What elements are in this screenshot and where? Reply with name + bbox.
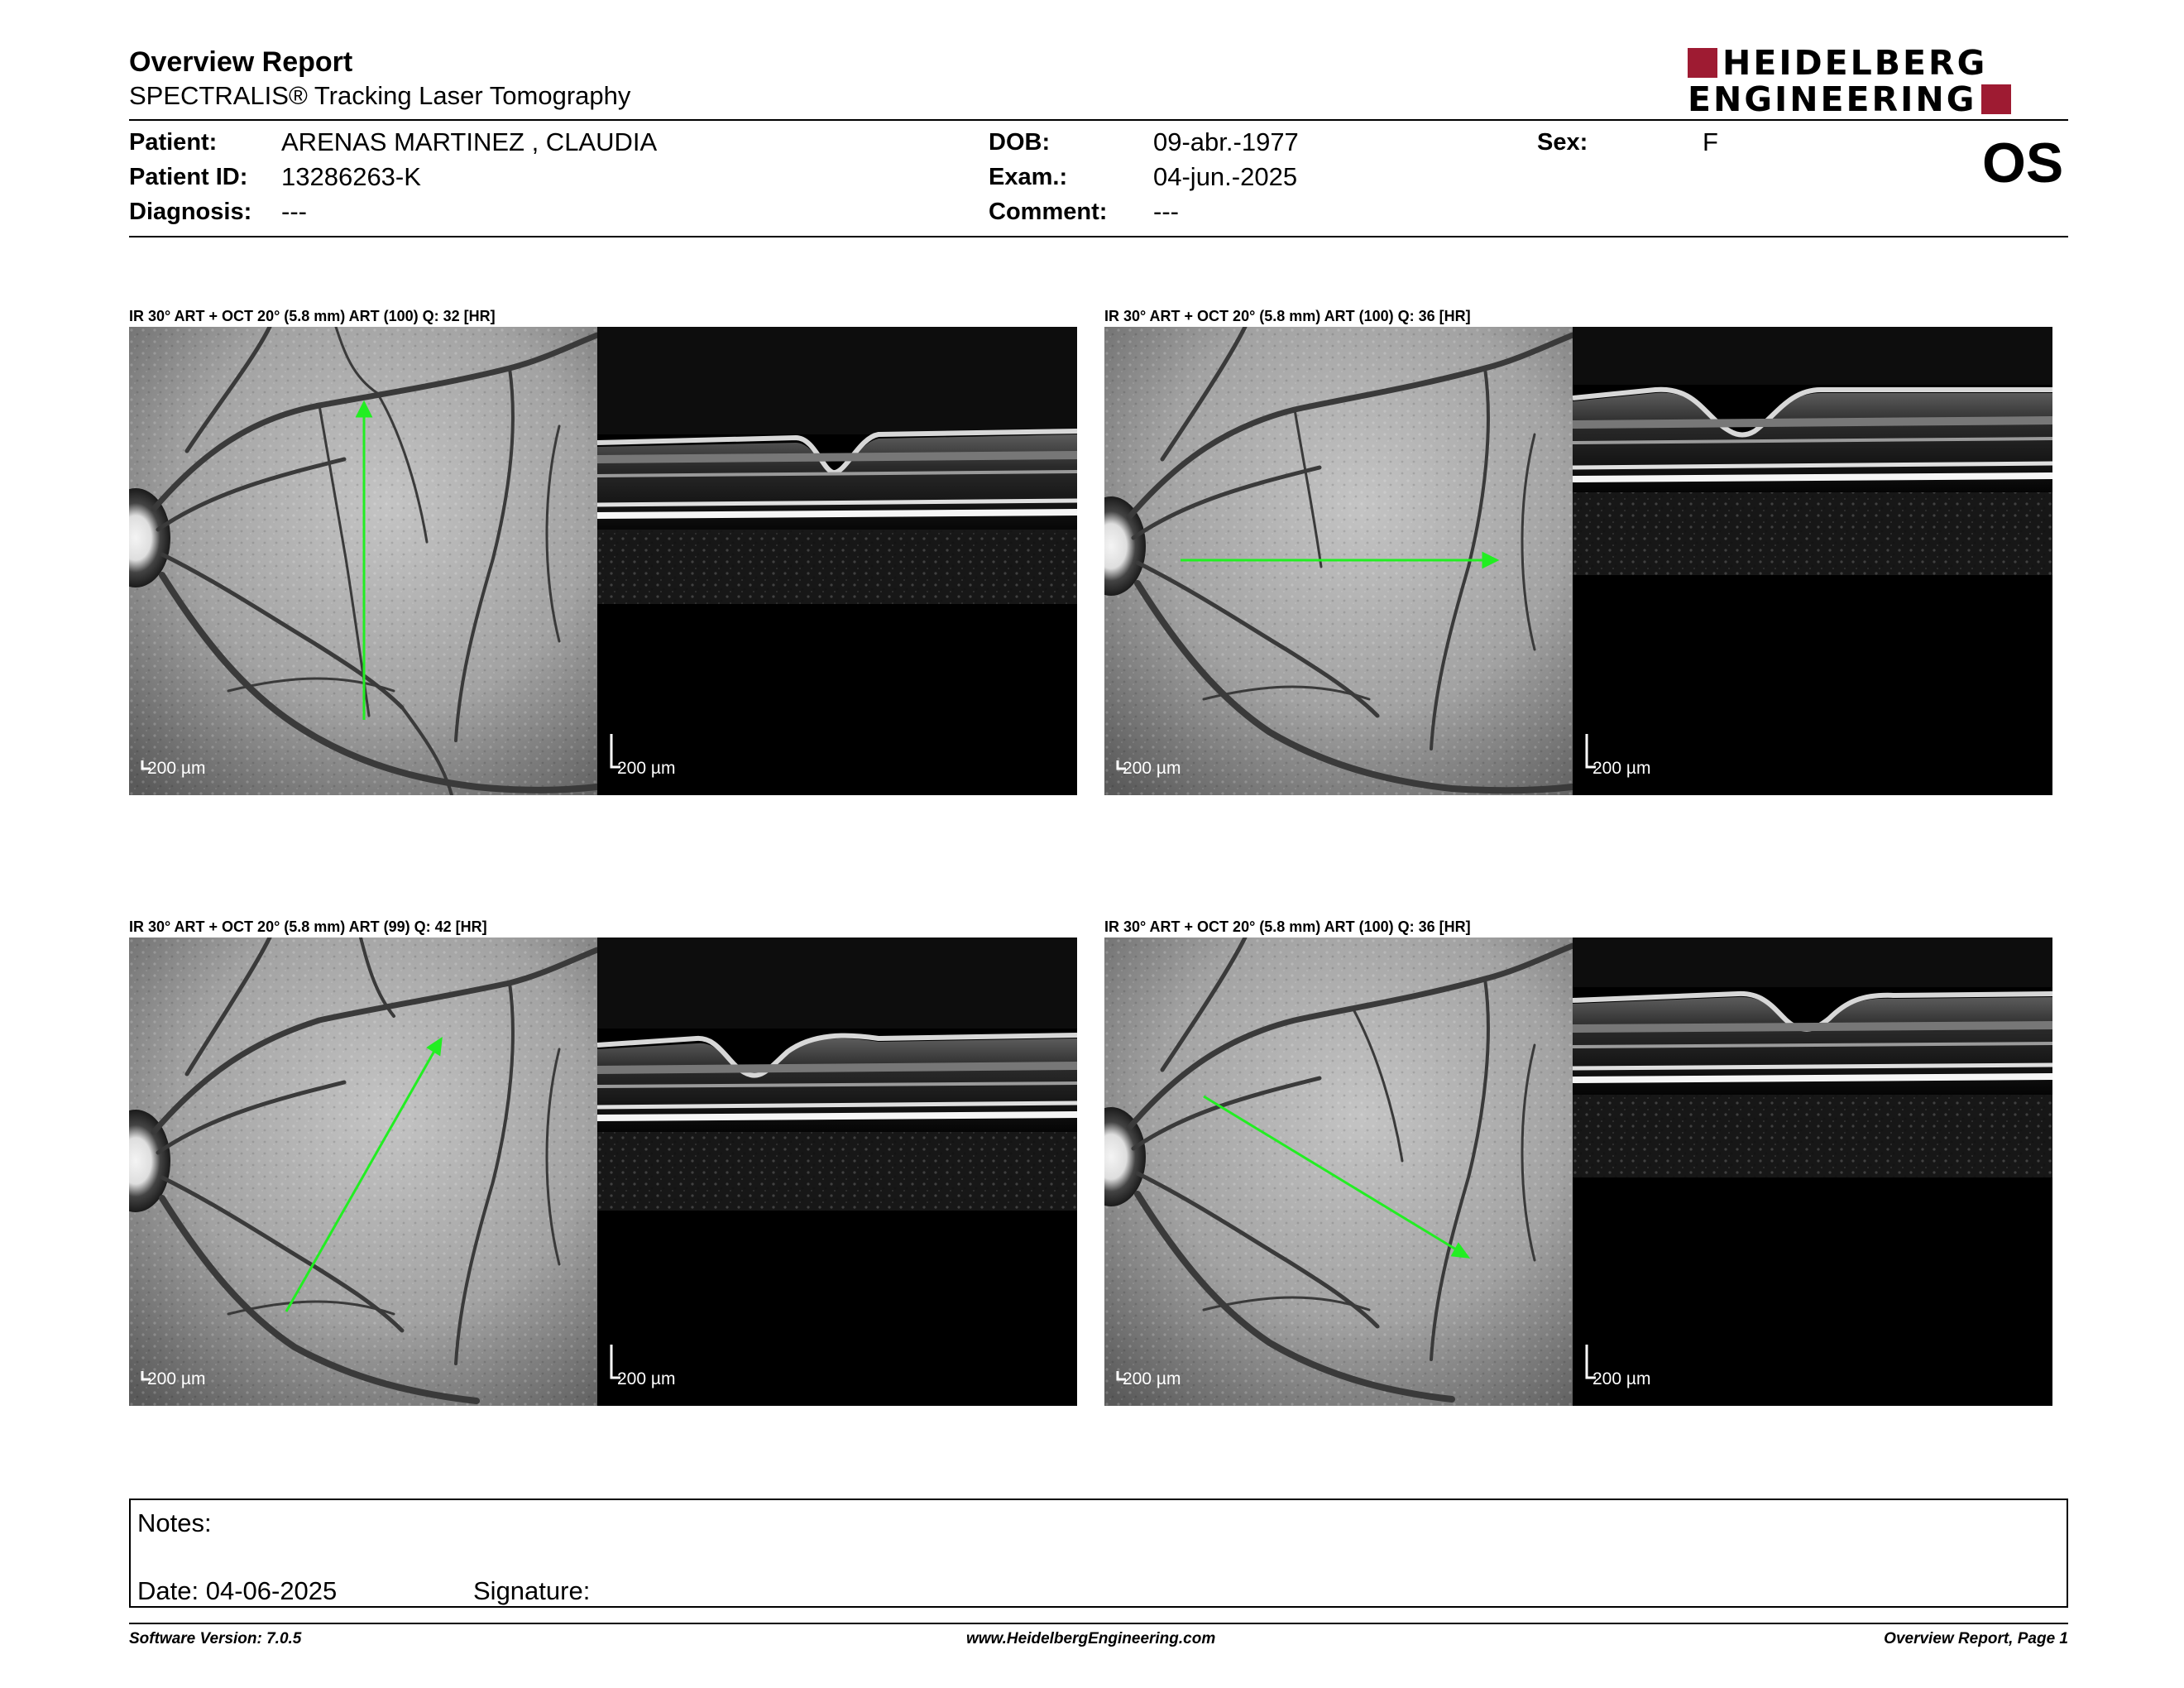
ir-scale-label: 200 µm <box>1123 759 1181 778</box>
signature-label: Signature: <box>473 1576 591 1605</box>
patient-divider <box>129 236 2068 237</box>
footer-divider <box>129 1623 2068 1624</box>
oct-scale-label: 200 µm <box>1592 1369 1651 1388</box>
scan-caption: IR 30° ART + OCT 20° (5.8 mm) ART (100) Q: 32 [HR] <box>129 308 496 324</box>
notes-label: Notes: <box>137 1508 212 1537</box>
logo-line1: HEIDELBERG <box>1722 43 1988 83</box>
exam-label: Exam.: <box>989 164 1068 190</box>
ir-fundus-image <box>1104 327 1573 795</box>
ir-scale-label: 200 µm <box>1123 1369 1181 1388</box>
patient-name: ARENAS MARTINEZ , CLAUDIA <box>281 127 658 156</box>
page-number: Overview Report, Page 1 <box>1884 1630 2068 1647</box>
sex-label: Sex: <box>1537 129 1588 156</box>
scan-caption: IR 30° ART + OCT 20° (5.8 mm) ART (100) Q: 36 [HR] <box>1104 308 1471 324</box>
ir-fundus-image <box>129 327 597 795</box>
ir-fundus-image <box>1104 938 1573 1406</box>
ir-scale-label: 200 µm <box>147 759 206 778</box>
patient-label: Patient: <box>129 129 218 156</box>
patient-id-label: Patient ID: <box>129 164 248 190</box>
exam-value: 04-jun.-2025 <box>1153 162 1298 191</box>
oct-bscan-image <box>597 327 1077 795</box>
eye-indicator: OS <box>1982 132 2064 194</box>
logo-square-icon <box>1688 48 1717 78</box>
oct-bscan-image <box>597 938 1077 1406</box>
date-label: Date: 04-06-2025 <box>137 1576 338 1605</box>
report-title: Overview Report <box>129 46 353 78</box>
ir-fundus-image <box>129 938 597 1406</box>
notes-box[interactable] <box>129 1499 2068 1608</box>
patient-id: 13286263-K <box>281 162 421 191</box>
header-divider <box>129 119 2068 121</box>
oct-scale-label: 200 µm <box>1592 759 1651 778</box>
comment-label: Comment: <box>989 199 1108 225</box>
dob-value: 09-abr.-1977 <box>1153 127 1299 156</box>
logo-line2: ENGINEERING <box>1688 79 1977 119</box>
comment-value: --- <box>1153 197 1179 226</box>
ir-scale-label: 200 µm <box>147 1369 206 1388</box>
oct-scale-label: 200 µm <box>617 759 676 778</box>
scan-caption: IR 30° ART + OCT 20° (5.8 mm) ART (100) Q: 36 [HR] <box>1104 918 1471 935</box>
diagnosis-value: --- <box>281 197 307 226</box>
oct-bscan-image <box>1573 327 2052 795</box>
dob-label: DOB: <box>989 129 1051 156</box>
sex-value: F <box>1703 127 1718 156</box>
logo-square-icon <box>1981 84 2011 114</box>
oct-bscan-image <box>1573 938 2052 1406</box>
report-subtitle: SPECTRALIS® Tracking Laser Tomography <box>129 81 631 110</box>
oct-scale-label: 200 µm <box>617 1369 676 1388</box>
diagnosis-label: Diagnosis: <box>129 199 252 225</box>
heidelberg-logo <box>1688 43 2068 119</box>
software-version: Software Version: 7.0.5 <box>129 1630 302 1647</box>
website-link[interactable]: www.HeidelbergEngineering.com <box>966 1630 1216 1647</box>
scan-caption: IR 30° ART + OCT 20° (5.8 mm) ART (99) Q: 42 [HR] <box>129 918 487 935</box>
